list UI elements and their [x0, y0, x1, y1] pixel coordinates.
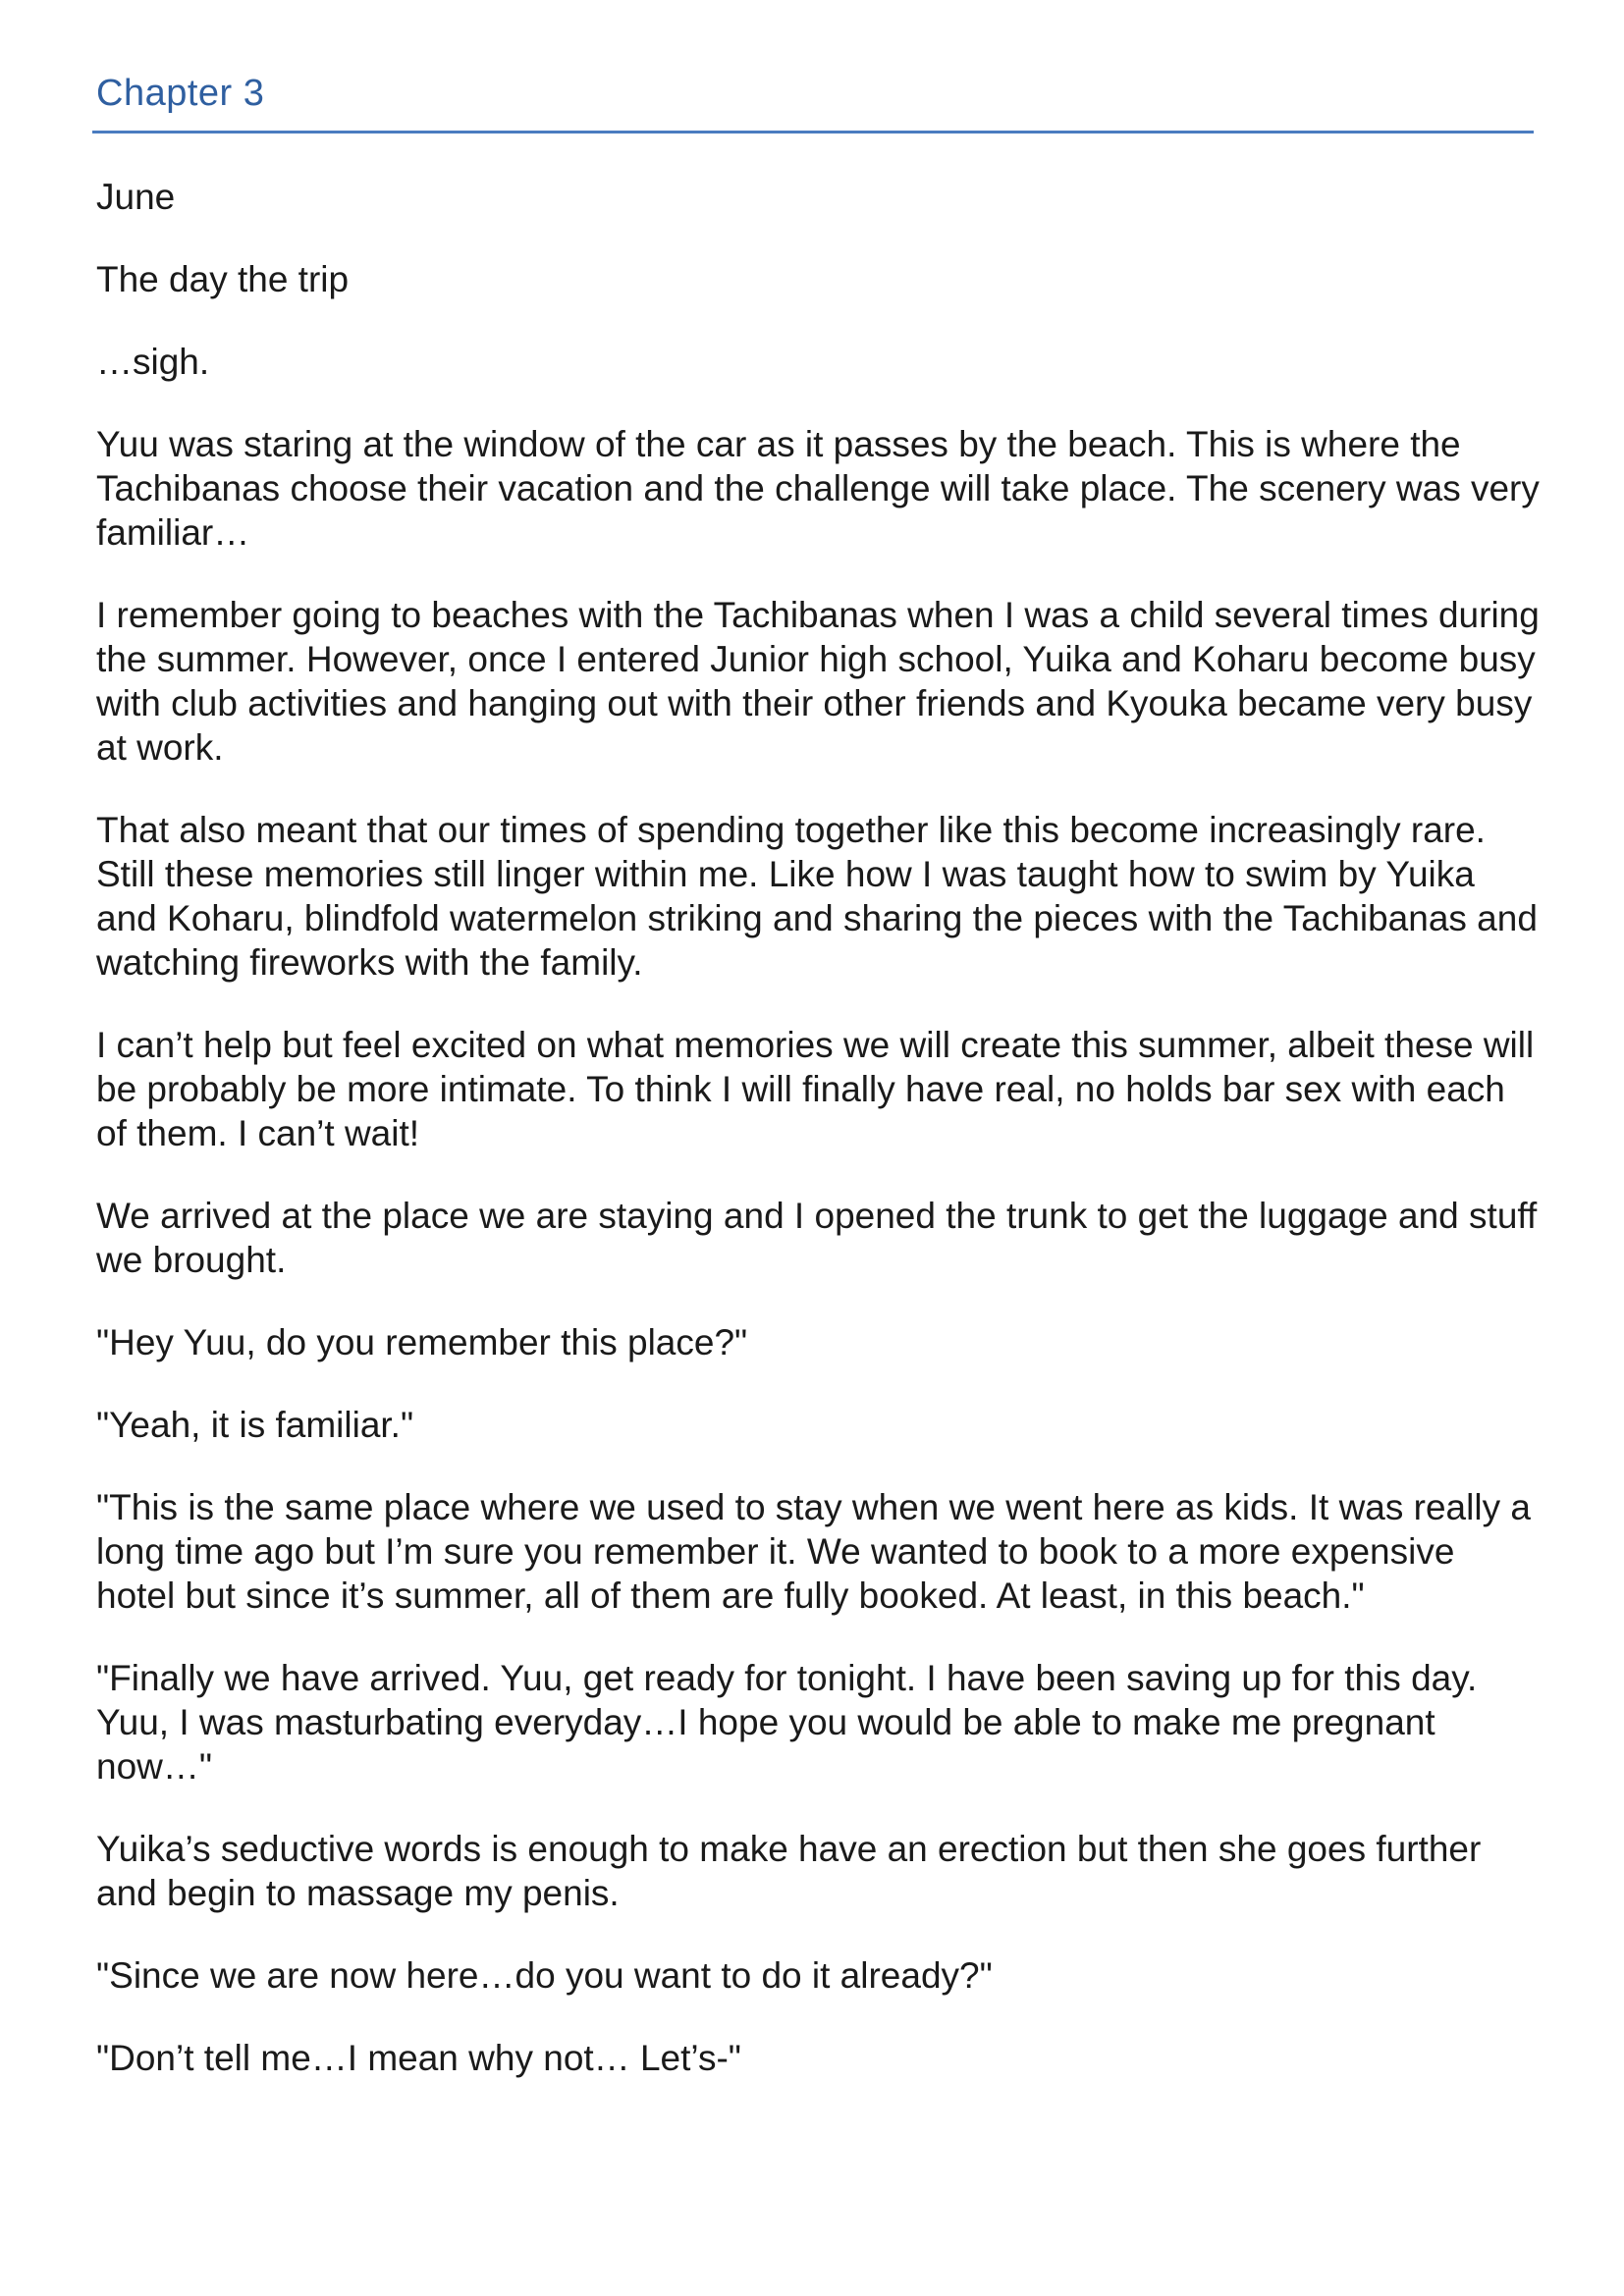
paragraph: We arrived at the place we are staying and I opened the trunk to get the luggage and stuff we brought. — [96, 1196, 1538, 1280]
paragraph: I can’t help but feel excited on what memories we will create this summer, albeit these will be probably be more intimate. To think I will finally have real, no holds bar sex with each of them. I can’t wait! — [96, 1025, 1535, 1153]
paragraph: "Since we are now here…do you want to do it already?" — [96, 1955, 993, 1996]
paragraph: "Hey Yuu, do you remember this place?" — [96, 1322, 748, 1362]
heading-divider — [92, 131, 1534, 133]
paragraph: The day the trip — [96, 259, 350, 299]
paragraph: "This is the same place where we used to stay when we went here as kids. It was really a long time ago but I’m sure you remember it. We wanted to book to a more expensive hotel but since it’s summer, all of them are fully booked. At least, in this beach." — [96, 1487, 1531, 1616]
paragraph: "Yeah, it is familiar." — [96, 1405, 414, 1445]
paragraph: …sigh. — [96, 342, 210, 382]
paragraph: June — [96, 177, 176, 217]
paragraph: "Don’t tell me…I mean why not… Let’s-" — [96, 2038, 741, 2078]
document-body — [96, 175, 1540, 2118]
paragraph: Yuu was staring at the window of the car as it passes by the beach. This is where the Tachibanas choose their vacation and the challenge will take place. The scenery was very familiar… — [96, 424, 1540, 553]
paragraph: I remember going to beaches with the Tachibanas when I was a child several times during the summer. However, once I entered Junior high school, Yuika and Koharu become busy with club activities and hanging out with their other friends and Kyouka became very busy at work. — [96, 595, 1540, 768]
paragraph: That also meant that our times of spending together like this become increasingly rare. Still these memories still linger within me. Like how I was taught how to swim by Yuika and Koharu, blindfold watermelon striking and sharing the pieces with the Tachibanas and watching fireworks with the family. — [96, 810, 1538, 983]
paragraph: Yuika’s seductive words is enough to make have an erection but then she goes further and begin to massage my penis. — [96, 1829, 1482, 1913]
paragraph: "Finally we have arrived. Yuu, get ready for tonight. I have been saving up for this day. Yuu, I was masturbating everyday…I hope you would be able to make me pregnant now…" — [96, 1658, 1478, 1787]
chapter-title: Chapter 3 — [96, 73, 265, 114]
